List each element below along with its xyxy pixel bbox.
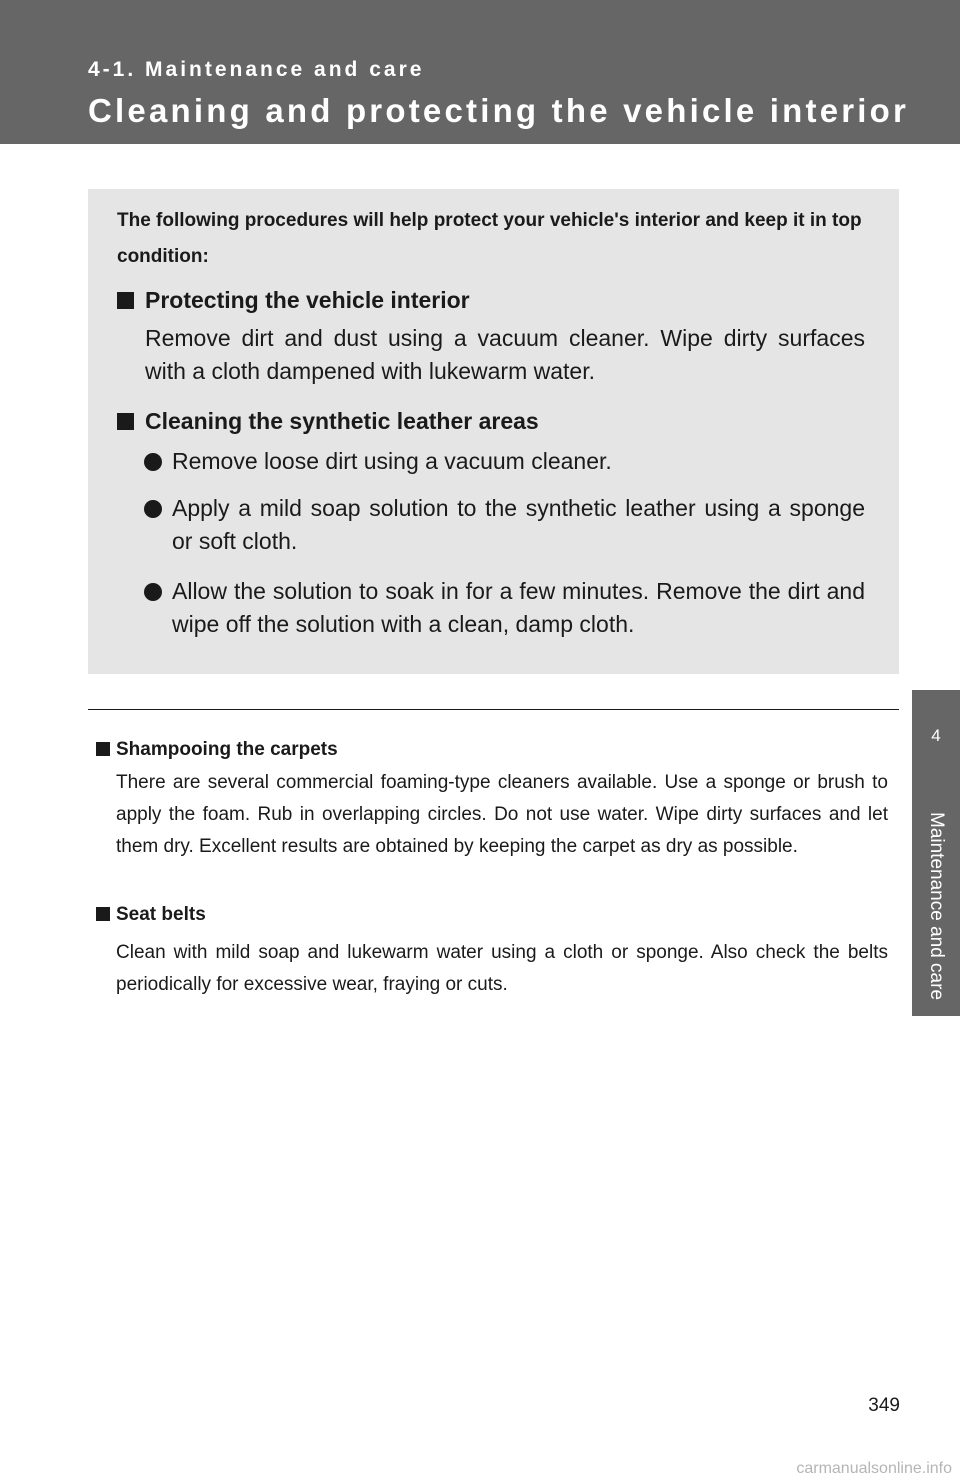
intro-text: The following procedures will help protect your vehicle's interior and keep it in top condition: — [117, 210, 862, 267]
square-bullet-icon — [117, 292, 134, 309]
note-text: Clean with mild soap and lukewarm water using a cloth or sponge. Also check the belts periodically for excessive wear, fraying or cuts. — [116, 942, 888, 995]
round-bullet-icon — [144, 500, 162, 518]
divider — [88, 709, 899, 710]
page-number: 349 — [868, 1395, 900, 1416]
page-header — [0, 0, 960, 144]
chapter-number: 4 — [931, 726, 941, 745]
page-title: Cleaning and protecting the vehicle interior — [88, 92, 910, 129]
list-item-text: Remove loose dirt using a vacuum cleaner. — [172, 448, 612, 474]
note-text: There are several commercial foaming-type cleaners available. Use a sponge or brush to apply the foam. Rub in overlapping circles. Do not use water. Wipe dirty surfaces and let them dry. Excellent results are obtained by keeping the carpet as dry as possible. — [116, 772, 888, 857]
note-heading-text: Shampooing the carpets — [116, 739, 338, 760]
section-heading-text: Cleaning the synthetic leather areas — [145, 408, 539, 434]
round-bullet-icon — [144, 583, 162, 601]
section-label: 4-1. Maintenance and care — [88, 58, 425, 81]
section-text: Remove dirt and dust using a vacuum cleaner. Wipe dirty surfaces with a cloth dampened with lukewarm water. — [145, 325, 865, 384]
watermark: carmanualsonline.info — [796, 1460, 952, 1477]
square-bullet-icon — [96, 907, 110, 921]
chapter-side-tab — [912, 690, 960, 1016]
chapter-label: Maintenance and care — [926, 811, 947, 1001]
square-bullet-icon — [96, 742, 110, 756]
round-bullet-icon — [144, 453, 162, 471]
list-item-text: Apply a mild soap solution to the synthetic leather using a sponge or soft cloth. — [172, 495, 865, 554]
list-item-text: Allow the solution to soak in for a few minutes. Remove the dirt and wipe off the solution with a clean, damp cloth. — [172, 578, 865, 637]
note-heading-text: Seat belts — [116, 904, 206, 925]
square-bullet-icon — [117, 413, 134, 430]
section-heading-text: Protecting the vehicle interior — [145, 287, 470, 313]
